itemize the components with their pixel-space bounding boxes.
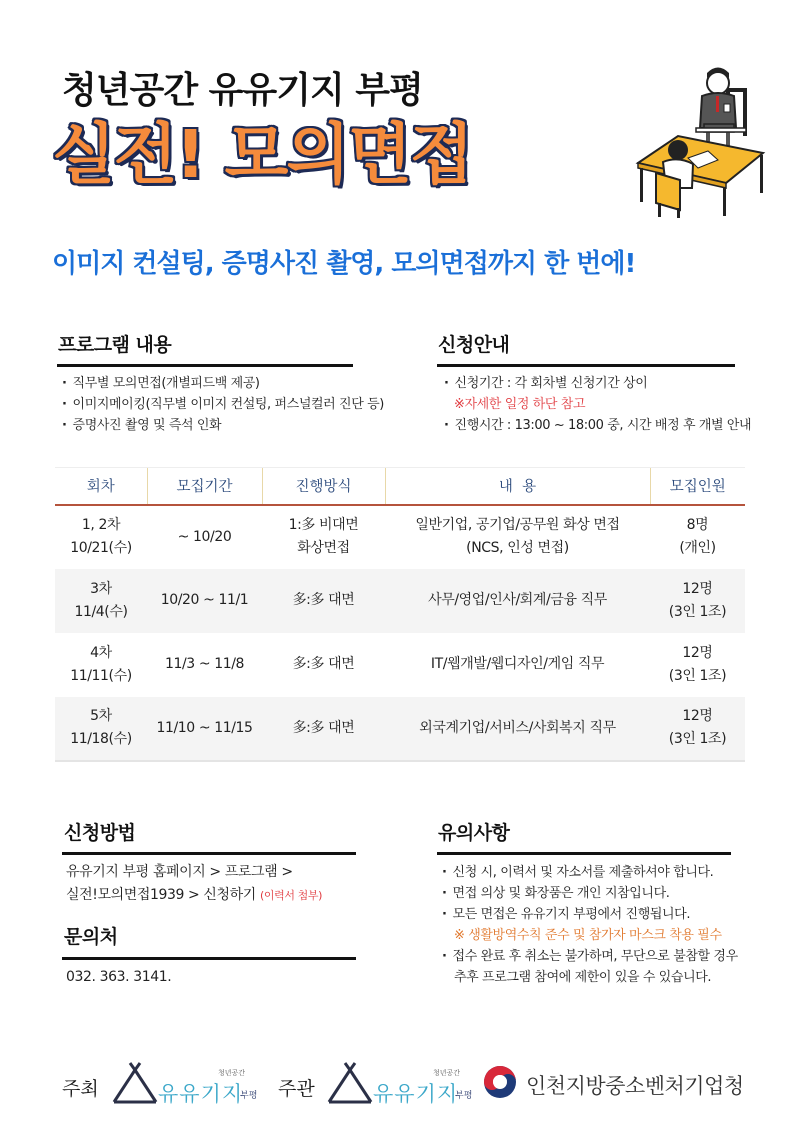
session-name: 5차 (90, 708, 112, 724)
schedule-table (55, 467, 745, 762)
poster-subtitle: 청년공간 유유기지 부평 (62, 70, 423, 111)
count: 12명 (682, 708, 713, 724)
application-period-note: ※자세한 일정 하단 참고 (454, 397, 586, 412)
apply-path-line1: 유유기지 부평 홈페이지 > 프로그램 > (66, 864, 293, 880)
count: 12명 (682, 644, 713, 661)
content: 외국계기업/서비스/사회복지 직무 (385, 697, 650, 761)
program-item: · 직무별 모의면접(개별피드백 제공) (62, 373, 402, 394)
table-row (55, 505, 745, 569)
contact-phone: 032. 363. 3141. (66, 969, 172, 985)
poster-title: 실전! 모의면접 (52, 116, 472, 193)
session-date: 10/21(수) (70, 540, 132, 556)
col-header-count: 모집인원 (650, 468, 745, 505)
session-name: 1, 2차 (81, 517, 121, 533)
notes-heading: 유의사항 (438, 822, 510, 844)
logo-small-text: 청년공간 (433, 1069, 461, 1077)
application-period: · 신청기간 : 각 회차별 신청기간 상이 (444, 373, 764, 394)
count-detail: (3인 1조) (668, 731, 727, 747)
col-header-content: 내 용 (385, 468, 650, 505)
col-header-period: 모집기간 (147, 468, 262, 505)
table-row (55, 697, 745, 761)
count: 12명 (682, 580, 713, 597)
session-date: 11/4(수) (74, 603, 128, 620)
recruit-period: 10/20 ~ 11/1 (147, 569, 262, 633)
program-item: · 이미지메이킹(직무별 이미지 컨설팅, 퍼스널컬러 진단 등) (62, 394, 402, 415)
col-header-method: 진행방식 (262, 468, 385, 505)
application-time: · 진행시간 : 13:00 ~ 18:00 중, 시간 배정 후 개별 안내 (444, 415, 764, 436)
table-row (55, 569, 745, 633)
table-row (55, 633, 745, 697)
contact-divider (62, 957, 356, 960)
session-date: 11/18(수) (70, 731, 132, 747)
note-item: · 접수 완료 후 취소는 불가하며, 무단으로 불참할 경우 (442, 946, 762, 967)
logo-sub-text: 부평 (455, 1091, 473, 1101)
logo-main-text: 유유기지 (373, 1082, 459, 1106)
count: 8명 (686, 517, 709, 533)
organizer-logo (327, 1058, 482, 1108)
notes-list (442, 862, 762, 988)
program-item: · 증명사진 촬영 및 즉석 인화 (62, 415, 402, 436)
session-name: 3차 (90, 580, 112, 597)
organizer-label: 주관 (278, 1078, 315, 1100)
count-detail: (개인) (679, 540, 716, 556)
contact-heading: 문의처 (64, 926, 118, 948)
note-warning: ※ 생활방역수칙 준수 및 참가자 마스크 착용 필수 (454, 928, 722, 943)
note-item: · 모든 면접은 유유기지 부평에서 진행됩니다. (442, 904, 762, 925)
note-item: · 신청 시, 이력서 및 자소서를 제출하셔야 합니다. (442, 862, 762, 883)
note-item-continued: 추후 프로그램 참여에 제한이 있을 수 있습니다. (454, 970, 712, 985)
recruit-period: 11/3 ~ 11/8 (164, 656, 245, 672)
session-name: 4차 (90, 644, 112, 661)
notes-divider (437, 852, 731, 855)
government-emblem-icon (482, 1064, 518, 1100)
content: IT/웹개발/웹디자인/게임 직무 (430, 656, 605, 672)
how-to-apply-heading: 신청방법 (64, 822, 136, 844)
recruit-period: 11/10 ~ 11/15 (147, 697, 262, 761)
how-to-apply-text (66, 861, 376, 907)
count-detail: (3인 1조) (668, 667, 727, 684)
session-date: 11/11(수) (70, 667, 132, 684)
logo-sub-text: 부평 (240, 1091, 258, 1101)
program-list (62, 373, 402, 436)
note-item: · 면접 의상 및 화장품은 개인 지참입니다. (442, 883, 762, 904)
tent-logo-icon (327, 1062, 373, 1104)
apply-path-line2: 실전!모의면접1939 > 신청하기 (66, 887, 256, 903)
application-info-divider (437, 364, 735, 367)
count-detail: (3인 1조) (668, 603, 727, 620)
recruit-period: ~ 10/20 (177, 528, 232, 545)
content: 사무/영업/인사/회계/금융 직무 (385, 569, 650, 633)
method: 多:多 대면 (292, 656, 355, 672)
agency-name: 인천지방중소벤처기업청 (526, 1074, 744, 1098)
col-header-session: 회차 (55, 468, 147, 505)
application-info-heading: 신청안내 (438, 334, 510, 356)
content: 일반기업, 공기업/공무원 화상 면접 (415, 517, 620, 533)
program-heading: 프로그램 내용 (58, 334, 172, 356)
method: 1:多 비대면 (288, 517, 359, 533)
how-to-apply-divider (62, 852, 356, 855)
logo-small-text: 청년공간 (218, 1069, 246, 1077)
content-detail: (NCS, 인성 면접) (466, 540, 569, 556)
apply-note: (이력서 첨부) (259, 889, 322, 902)
method: 多:多 대면 (262, 697, 385, 761)
host-label: 주최 (62, 1078, 99, 1100)
host-logo (112, 1058, 267, 1108)
interview-scene-icon (608, 58, 768, 218)
method-detail: 화상면접 (297, 540, 350, 556)
logo-main-text: 유유기지 (158, 1082, 244, 1106)
poster-tagline: 이미지 컨설팅, 증명사진 촬영, 모의면접까지 한 번에! (52, 249, 636, 279)
tent-logo-icon (112, 1062, 158, 1104)
program-divider (57, 364, 353, 367)
application-info-list (444, 373, 764, 436)
table-header-row (55, 468, 745, 505)
method: 多:多 대면 (262, 569, 385, 633)
